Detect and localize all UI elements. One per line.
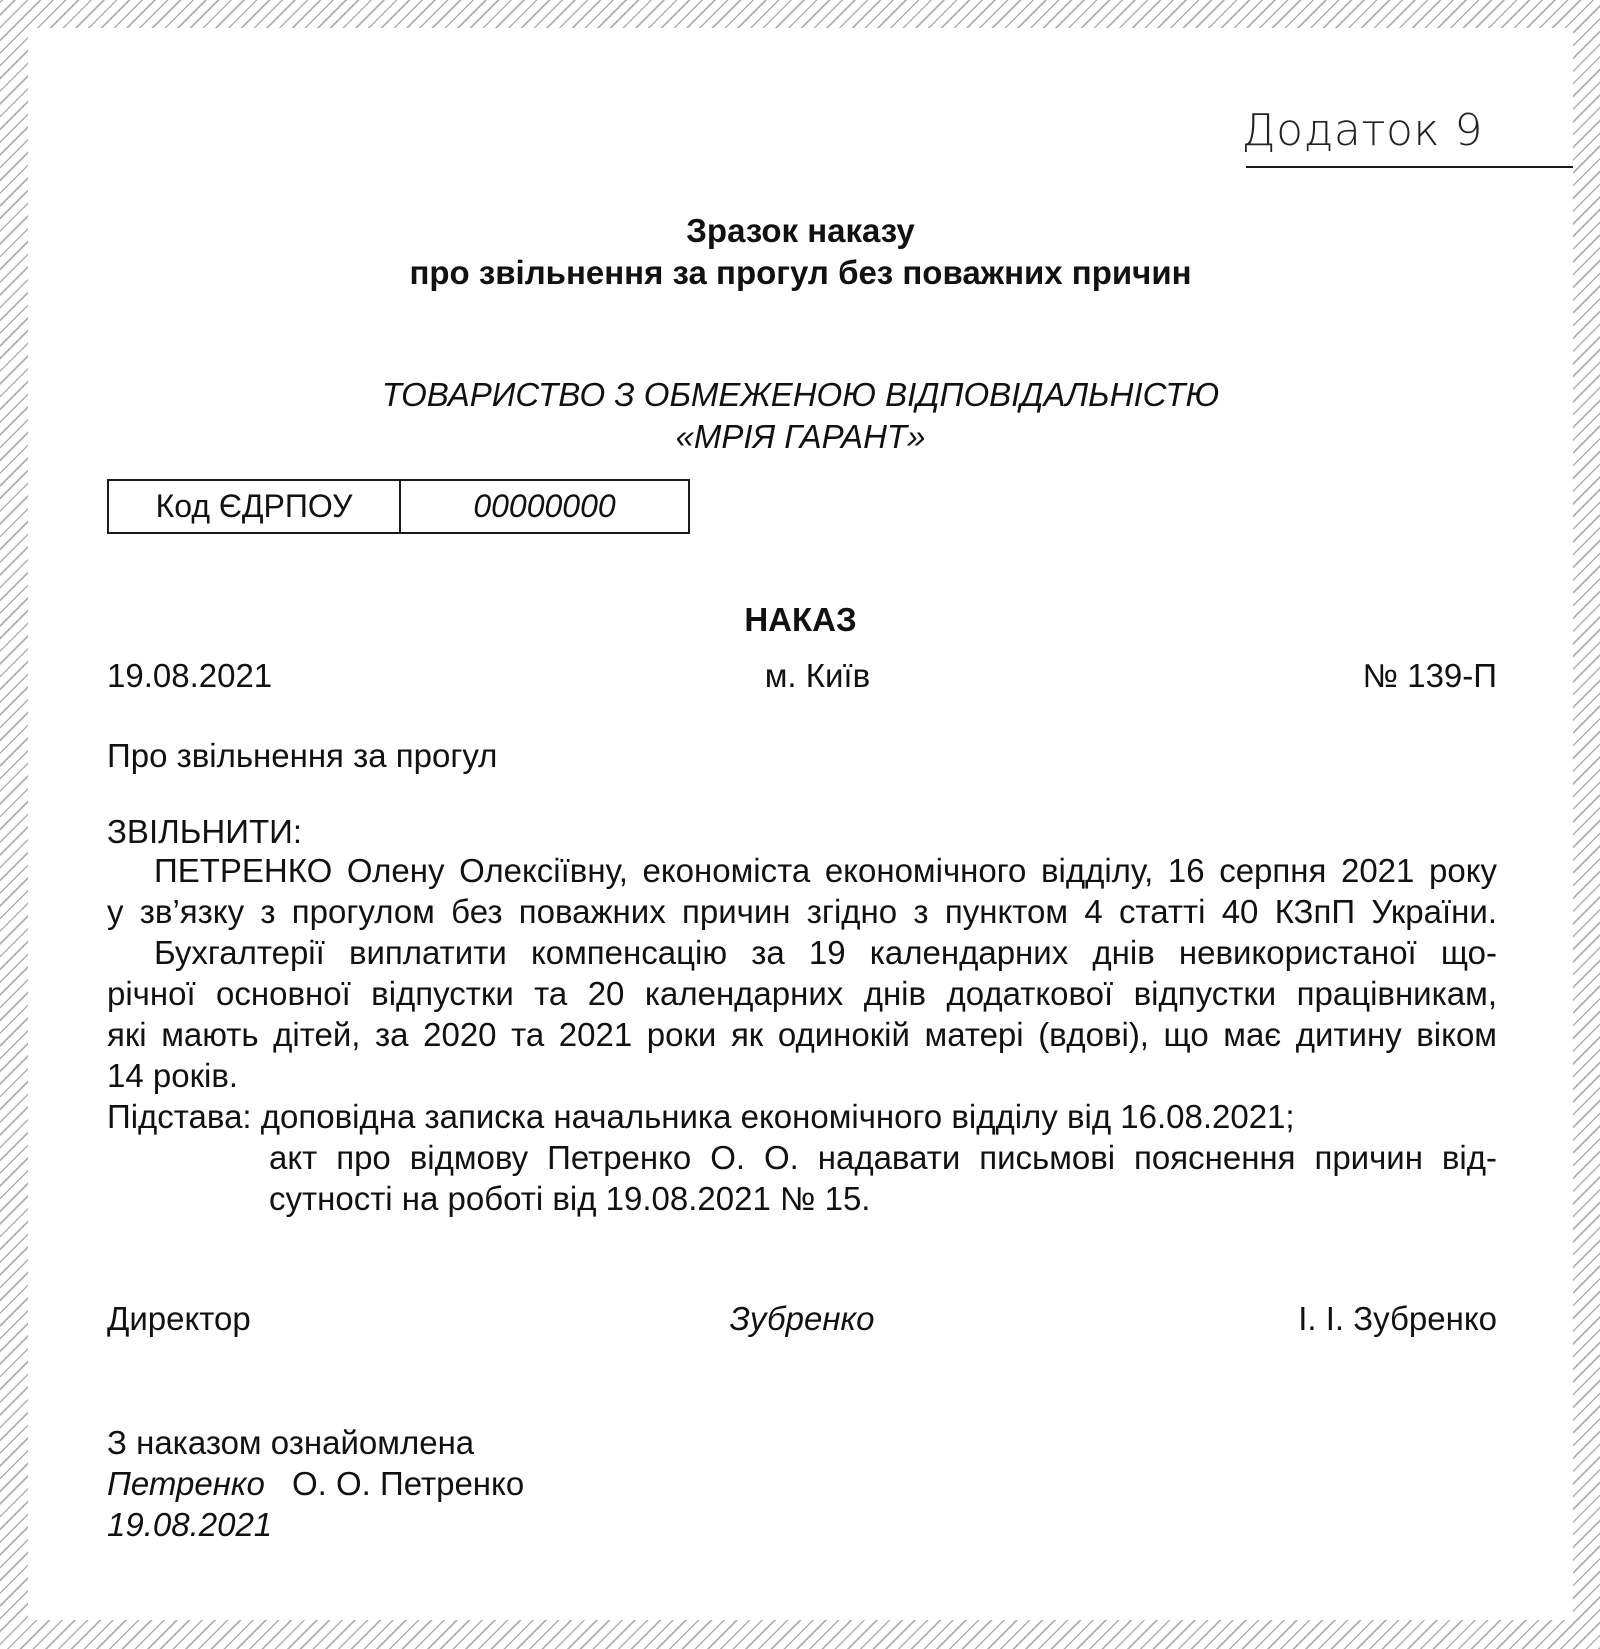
employee-name: О. О. Петренко xyxy=(292,1465,525,1502)
signature-row xyxy=(107,1298,1497,1340)
acknowledgement-date: 19.08.2021 xyxy=(107,1506,273,1543)
edrpou-value: 00000000 xyxy=(473,488,616,524)
document-title xyxy=(28,210,1573,294)
title-line-1: Зразок наказу xyxy=(686,212,915,249)
para1-line-1: ПЕТРЕНКО Олену Олексіївну, економіста економічного відділу, 16 серпня 2021 року xyxy=(154,852,1497,889)
basis-label: Підстава: xyxy=(107,1098,252,1135)
basis-item-1: доповідна записка начальника економічного відділу від 16.08.2021; xyxy=(260,1098,1295,1135)
title-line-2: про звільнення за прогул без поважних причин xyxy=(409,254,1192,291)
order-directive: ЗВІЛЬНИТИ: xyxy=(107,813,303,850)
edrpou-table xyxy=(107,479,690,534)
para2-line-3: які мають дітей, за 2020 та 2021 роки як одинокій матері (вдові), що має дитину віком xyxy=(107,1016,1497,1053)
employee-signature: Петренко xyxy=(107,1465,265,1502)
edrpou-label: Код ЄДРПОУ xyxy=(109,481,401,532)
signatory-name: І. І. Зубренко xyxy=(1298,1300,1497,1337)
order-number: № 139-П xyxy=(1362,657,1497,694)
company-line-2: «МРІЯ ГАРАНТ» xyxy=(675,418,926,455)
document-page xyxy=(28,28,1573,1620)
appendix-text: Додаток 9 xyxy=(1241,105,1483,156)
para2-line-1: Бухгалтерії виплатити компенсацію за 19 календарних днів невикористаної що- xyxy=(154,934,1497,971)
acknowledgement-label: З наказом ознайомлена xyxy=(107,1424,475,1461)
director-signature: Зубренко xyxy=(729,1300,875,1337)
basis-line-3: сутності на роботі від 19.08.2021 № 15. xyxy=(269,1180,871,1217)
company-name xyxy=(28,374,1573,458)
para1-line-2: у зв’язку з прогулом без поважних причин згідно з пунктом 4 статті 40 КЗпП України. xyxy=(107,893,1497,930)
appendix-label xyxy=(1241,104,1573,168)
para2-line-4: 14 років. xyxy=(107,1057,239,1094)
order-city: м. Київ xyxy=(764,657,871,694)
order-meta-row xyxy=(107,655,1497,697)
signatory-position: Директор xyxy=(107,1300,251,1337)
order-body xyxy=(107,850,1497,1219)
company-line-1: ТОВАРИСТВО З ОБМЕЖЕНОЮ ВІДПОВІДАЛЬНІСТЮ xyxy=(381,376,1220,413)
order-heading: НАКАЗ xyxy=(744,601,857,638)
order-date: 19.08.2021 xyxy=(107,657,273,694)
para2-line-2: річної основної відпустки та 20 календарних днів додаткової відпустки працівникам, xyxy=(107,975,1497,1012)
acknowledgement-signature-row xyxy=(107,1463,524,1504)
basis-line-1 xyxy=(107,1096,1497,1137)
order-subject: Про звільнення за прогул xyxy=(107,737,498,774)
basis-line-2: акт про відмову Петренко О. О. надавати письмові пояснення причин від- xyxy=(269,1139,1497,1176)
